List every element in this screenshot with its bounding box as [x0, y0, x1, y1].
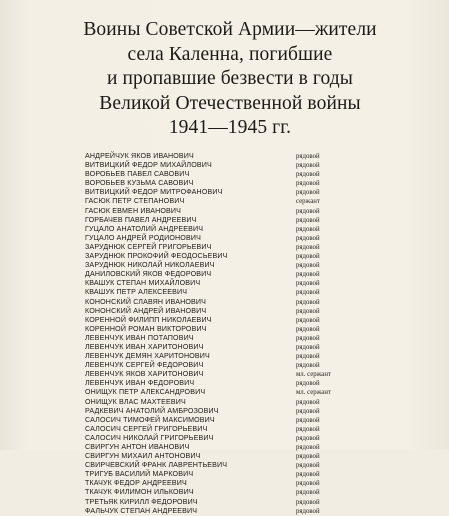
soldier-name: ЗАРУДНЮК СЕРГЕЙ ГРИГОРЬЕВИЧ — [85, 242, 212, 251]
soldier-rank: рядовой — [296, 362, 320, 370]
soldier-name: КОНОНСКИЙ АНДРЕЙ ИВАНОВИЧ — [85, 306, 207, 315]
soldier-name: СВИРГУН МИХАИЛ АНТОНОВИЧ — [85, 452, 201, 461]
soldier-rank: рядовой — [296, 334, 320, 342]
soldier-rank: рядовой — [296, 407, 320, 415]
list-item — [85, 316, 405, 325]
soldier-name: ТРЕТЬЯК КИРИЛЛ ФЕДОРОВИЧ — [85, 497, 198, 506]
soldier-rank: рядовой — [296, 171, 320, 179]
list-item — [85, 370, 405, 379]
soldier-name: ЛЕВЕНЧУК СЕРГЕЙ ФЕДОРОВИЧ — [85, 361, 204, 370]
list-item — [85, 261, 405, 270]
soldier-name: ОНИЩУК ПЕТР АЛЕКСАНДРОВИЧ — [85, 388, 206, 397]
list-item — [85, 325, 405, 334]
soldier-name: АНДРЕЙЧУК ЯКОВ ИВАНОВИЧ — [85, 152, 194, 160]
soldier-name: ВИТВИЦКИЙ ФЕДОР МИТРОФАНОВИЧ — [85, 188, 223, 197]
soldier-rank: рядовой — [296, 434, 320, 442]
list-item — [85, 243, 405, 252]
list-item — [85, 407, 405, 416]
title-line: Воины Советской Армии—жители — [83, 19, 377, 40]
soldier-rank: рядовой — [296, 216, 320, 224]
list-item — [85, 225, 405, 234]
soldier-name: ГАСЮК ПЕТР СТЕПАНОВИЧ — [85, 197, 185, 206]
soldier-rank: рядовой — [296, 416, 320, 424]
soldier-rank: мл. сержант — [296, 371, 331, 379]
soldier-name: КОНОНСКИЙ СЛАВЯН ИВАНОВИЧ — [85, 297, 207, 306]
soldier-name: ЛЕВЕНЧУК ДЕМЯН ХАРИТОНОВИЧ — [85, 352, 210, 361]
soldier-name: ТРИГУБ ВАСИЛИЙ МАРКОВИЧ — [85, 470, 194, 479]
list-item — [85, 161, 405, 170]
list-item — [85, 507, 405, 516]
soldier-rank: рядовой — [296, 307, 320, 315]
soldier-name: САЛОСИЧ ТИМОФЕЙ МАКСИМОВИЧ — [85, 415, 215, 424]
soldier-name: САЛОСИЧ НИКОЛАЙ ГРИГОРЬЕВИЧ — [85, 433, 214, 442]
soldier-rank: рядовой — [296, 271, 320, 279]
soldier-name: ГУЦАЛО АНДРЕЙ РОДИОНОВИЧ — [85, 233, 201, 242]
list-item — [85, 470, 405, 479]
soldier-rank: рядовой — [296, 380, 320, 388]
soldier-rank: рядовой — [296, 444, 320, 451]
list-item — [85, 379, 405, 388]
soldier-name: ЛЕВЕНЧУК ИВАН ХАРИТОНОВИЧ — [85, 342, 204, 351]
soldier-rank: мл. сержант — [296, 389, 331, 397]
title-line: и пропавшие безвести в годы — [106, 68, 353, 89]
title-line: села Каленна, погибшие — [127, 43, 333, 65]
soldier-name: ОНИЩУК ВЛАС МАХТЕЕВИЧ — [85, 397, 186, 406]
casualty-list — [85, 152, 405, 516]
list-item — [85, 152, 405, 161]
soldier-name: РАДКЕВИЧ АНАТОЛИЙ АМБРОЗОВИЧ — [85, 406, 219, 415]
soldier-rank: рядовой — [296, 325, 320, 333]
soldier-rank: рядовой — [296, 234, 320, 242]
soldier-name: ГОРБАЧЕВ ПАВЕЛ АНДРЕЕВИЧ — [85, 215, 197, 224]
soldier-rank: рядовой — [296, 280, 320, 288]
list-item — [85, 197, 405, 206]
soldier-rank: рядовой — [296, 180, 320, 188]
list-item — [85, 479, 405, 488]
soldier-name: ФАЛЬЧУК СТЕПАН АНДРЕЕВИЧ — [85, 506, 198, 515]
soldier-rank: рядовой — [296, 353, 320, 361]
list-item — [85, 279, 405, 288]
list-item — [85, 361, 405, 370]
soldier-name: ДАНИЛОВСКИЙ ЯКОВ ФЕДОРОВИЧ — [85, 270, 212, 279]
soldier-name: ГУЦАЛО АНАТОЛИЙ АНДРЕЕВИЧ — [85, 224, 204, 233]
soldier-rank: рядовой — [296, 243, 320, 251]
soldier-rank: рядовой — [296, 153, 320, 160]
soldier-name: КВАШУК СТЕПАН МИХАЙЛОВИЧ — [85, 279, 201, 288]
title-line: Великой Отечественной войны — [99, 92, 361, 114]
list-item — [85, 425, 405, 434]
list-item — [85, 443, 405, 452]
list-item — [85, 388, 405, 397]
page-title — [30, 18, 430, 141]
soldier-rank: рядовой — [296, 507, 320, 515]
soldier-rank: рядовой — [296, 262, 320, 270]
soldier-name: ГАСЮК ЕВМЕН ИВАНОВИЧ — [85, 206, 182, 215]
soldier-name: ЛЕВЕНЧУК ИВАН ПОТАПОВИЧ — [85, 333, 194, 342]
soldier-name: КВАШУК ПЕТР АЛЕКСЕЕВИЧ — [85, 288, 188, 297]
soldier-rank: сержант — [296, 198, 320, 206]
soldier-name: ВОРОБЬЕВ ПАВЕЛ САВОВИЧ — [85, 170, 190, 179]
soldier-rank: рядовой — [296, 162, 320, 170]
soldier-rank: рядовой — [296, 498, 320, 506]
list-item — [85, 207, 405, 216]
soldier-rank: рядовой — [296, 453, 320, 461]
soldier-name: СВИРГУН АНТОН ИВАНОВИЧ — [85, 443, 190, 451]
list-item — [85, 343, 405, 352]
list-item — [85, 216, 405, 225]
list-item — [85, 461, 405, 470]
soldier-rank: рядовой — [296, 471, 320, 479]
soldier-name: ЗАРУДНЮК НИКОЛАЙ НИКОЛАЕВИЧ — [85, 261, 215, 270]
soldier-rank: рядовой — [296, 289, 320, 297]
soldier-name: СВИРЧЕВСКИЙ ФРАНК ЛАВРЕНТЬЕВИЧ — [85, 461, 228, 470]
soldier-name: ЛЕВЕНЧУК ИВАН ФЕДОРОВИЧ — [85, 379, 195, 388]
list-item — [85, 170, 405, 179]
list-item — [85, 498, 405, 507]
soldier-name: САЛОСИЧ СЕРГЕЙ ГРИГОРЬЕВИЧ — [85, 424, 208, 433]
soldier-rank: рядовой — [296, 298, 320, 306]
soldier-name: КОРЕННОЙ ФИЛИПП НИКОЛАЕВИЧ — [85, 315, 212, 324]
soldier-name: ТКАЧУК ФЕДОР АНДРЕЕВИЧ — [85, 479, 187, 488]
soldier-rank: рядовой — [296, 489, 320, 497]
list-item — [85, 398, 405, 407]
list-item — [85, 452, 405, 461]
list-item — [85, 298, 405, 307]
soldier-rank: рядовой — [296, 343, 320, 351]
soldier-rank: рядовой — [296, 225, 320, 233]
soldier-name: ЗАРУДНЮК ПРОКОФИЙ ФЕОДОСЬЕВИЧ — [85, 252, 228, 261]
list-item — [85, 434, 405, 443]
list-item — [85, 270, 405, 279]
soldier-name: ВОРОБЬЕВ КУЗЬМА САВОВИЧ — [85, 179, 194, 188]
list-item — [85, 252, 405, 261]
soldier-rank: рядовой — [296, 398, 320, 406]
title-line: 1941—1945 гг. — [168, 117, 292, 138]
list-item — [85, 307, 405, 316]
soldier-rank: рядовой — [296, 480, 320, 488]
soldier-rank: рядовой — [296, 189, 320, 197]
list-item — [85, 416, 405, 425]
soldier-name: ТКАЧУК ФИЛИМОН ИЛЬКОВИЧ — [85, 488, 194, 497]
soldier-rank: рядовой — [296, 425, 320, 433]
list-item — [85, 288, 405, 297]
soldier-rank: рядовой — [296, 207, 320, 215]
list-item — [85, 352, 405, 361]
list-item — [85, 488, 405, 497]
soldier-rank: рядовой — [296, 316, 320, 324]
soldier-rank: рядовой — [296, 462, 320, 470]
list-item — [85, 234, 405, 243]
list-item — [85, 188, 405, 197]
soldier-rank: рядовой — [296, 253, 320, 261]
soldier-name: ВИТВИЦКИЙ ФЕДОР МИХАЙЛОВИЧ — [85, 161, 212, 170]
list-item — [85, 334, 405, 343]
list-item — [85, 179, 405, 188]
soldier-name: КОРЕННОЙ РОМАН ВИКТОРОВИЧ — [85, 324, 207, 333]
soldier-name: ЛЕВЕНЧУК ЯКОВ ХАРИТОНОВИЧ — [85, 370, 204, 379]
